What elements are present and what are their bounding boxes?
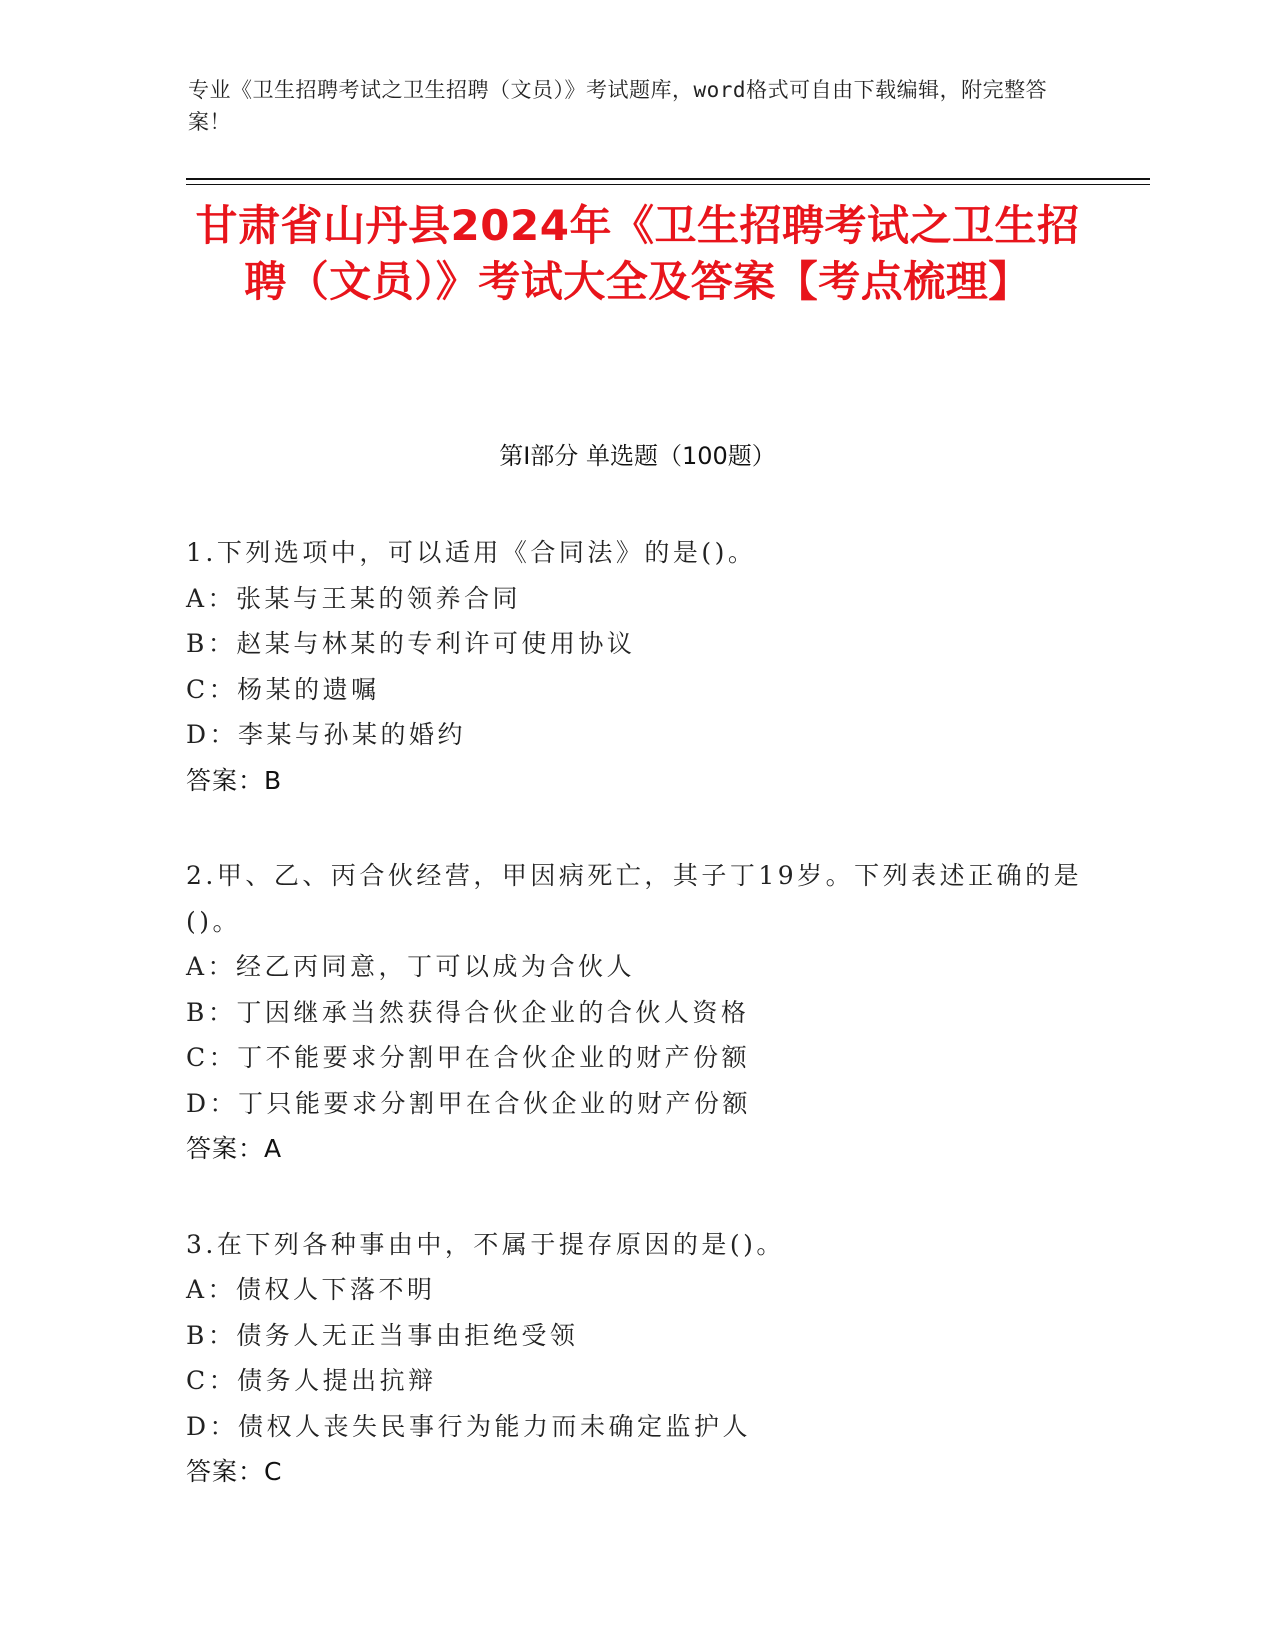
option-a: A：张某与王某的领养合同 [186,583,522,613]
header-note: 专业《卫生招聘考试之卫生招聘（文员）》考试题库，word格式可自由下载编辑，附完整答案！ [188,78,1048,134]
option-a: A：债权人下落不明 [186,1275,436,1304]
option-b: B：债务人无正当事由拒绝受领 [186,1320,579,1350]
question-3 [186,1222,1096,1495]
option-c: C：杨某的遗嘱 [186,674,380,704]
option-a: A：经乙丙同意，丁可以成为合伙人 [186,952,636,981]
question-stem: 3.在下列各种事由中，不属于提存原因的是()。 [186,1229,785,1259]
header-divider-thick [186,178,1150,180]
option-c: C：丁不能要求分割甲在合伙企业的财产份额 [186,1043,751,1072]
document-title: 甘肃省山丹县2024年《卫生招聘考试之卫生招聘（文员）》考试大全及答案【考点梳理】 [195,201,1080,306]
question-1 [186,530,1096,803]
question-2 [186,853,1096,1172]
option-b: B：丁因继承当然获得合伙企业的合伙人资格 [186,997,750,1027]
option-d: D：丁只能要求分割甲在合伙企业的财产份额 [186,1088,752,1118]
header-divider-thin [186,184,1150,185]
section-heading: 第I部分 单选题（100题） [499,442,776,470]
answer-line: 答案：A [186,1134,283,1163]
answer-line: 答案：B [186,765,283,795]
answer-line: 答案：C [186,1457,283,1486]
option-c: C：债务人提出抗辩 [186,1366,437,1395]
option-b: B：赵某与林某的专利许可使用协议 [186,629,636,658]
question-list [186,530,1096,1545]
option-d: D：李某与孙某的婚约 [186,720,467,749]
option-d: D：债权人丧失民事行为能力而未确定监护人 [186,1411,752,1441]
question-stem: 2.甲、乙、丙合伙经营，甲因病死亡，其子丁19岁。下列表述正确的是()。 [186,861,1083,936]
question-stem: 1.下列选项中，可以适用《合同法》的是()。 [186,538,757,567]
